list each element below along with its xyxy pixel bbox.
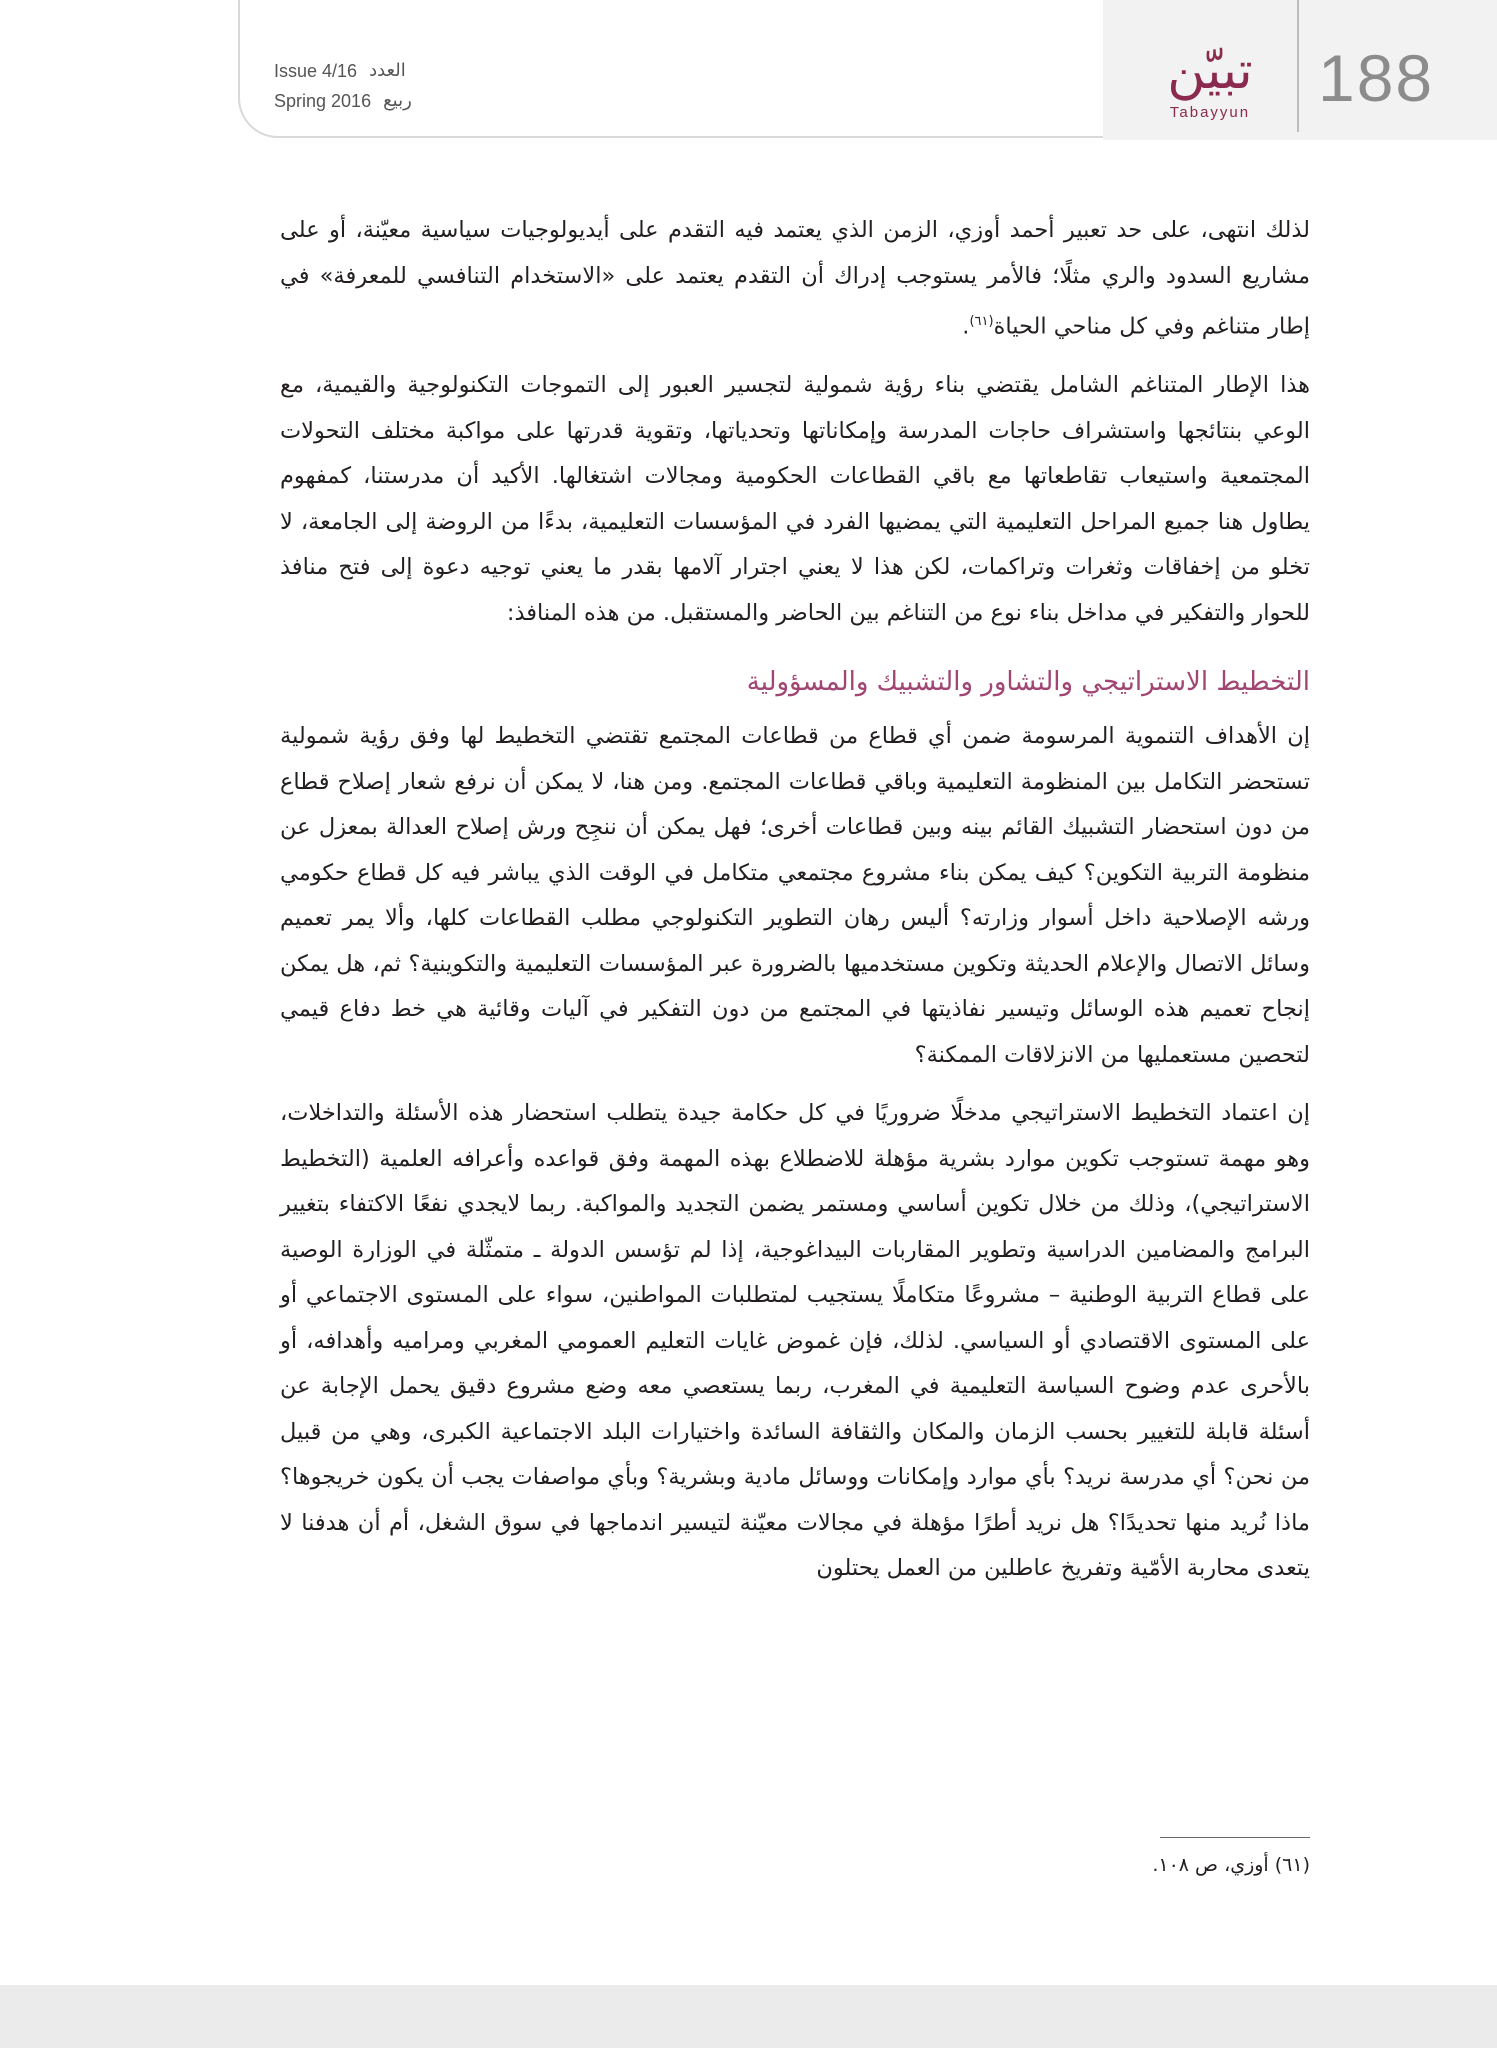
page-number: 188 [1318, 41, 1435, 115]
article-body [280, 208, 1310, 1605]
paragraph-1 [280, 208, 1310, 350]
journal-logo [1130, 40, 1290, 130]
season-en: Spring 2016 [274, 91, 372, 111]
issue-label-ar: العدد [369, 60, 406, 81]
season-ar: ربيع [383, 90, 412, 111]
bottom-band [0, 1985, 1497, 2048]
logo-arabic: تبيّن [1167, 41, 1253, 101]
footnote-separator [1160, 1837, 1310, 1838]
paragraph-1-end: . [962, 313, 970, 340]
issue-info [274, 56, 514, 116]
paragraph-3: إن الأهداف التنموية المرسومة ضمن أي قطاع من قطاعات المجتمع تقتضي التخطيط لها وفق رؤية شمولية تستحضر التكامل بين المنظومة التعليمية وباقي قطاعات المجتمع. ومن هنا، لا يمكن أن نرفع شعار إصلاح قطاع من دون استحضار التشبيك القائم بينه وبين قطاعات أخرى؛ فهل يمكن أن ننجِح ورش إصلاح العدالة بمعزل عن منظومة التربية التكوين؟ كيف يمكن بناء مشروع مجتمعي متكامل في الوقت الذي يباشر فيه كل قطاع حكومي ورشه الإصلاحية داخل أسوار وزارته؟ أليس رهان التطوير التكنولوجي مطلب القطاعات كلها، وألا يمر تعميم وسائل الاتصال والإعلام الحديثة وتكوين مستخدميها بالضرورة عبر المؤسسات التعليمية والتكوينية؟ ثم، هل يمكن إنجاح تعميم هذه الوسائل وتيسير نفاذيتها في المجتمع من دون التفكير في آليات وقائية هي خط دفاع قيمي لتحصين مستعمليها من الانزلاقات الممكنة؟ [280, 723, 1310, 1068]
paragraph-4: إن اعتماد التخطيط الاستراتيجي مدخلًا ضروريًا في كل حكامة جيدة يتطلب استحضار هذه الأسئلة والتداخلات، وهو مهمة تستوجب تكوين موارد بشرية مؤهلة للاضطلاع بهذه المهمة وفق قواعده وأعرافه العلمية (التخطيط الاستراتيجي)، وذلك من خلال تكوين أساسي ومستمر يضمن التجديد والمواكبة. ربما لايجدي نفعًا الاكتفاء بتغيير البرامج والمضامين الدراسية وتطوير المقاربات البيداغوجية، إذا لم تؤسس الدولة ـ متمثّلة في الوزارة الوصية على قطاع التربية الوطنية – مشروعًا متكاملًا يستجيب لمتطلبات المواطنين، سواء على المستوى الاجتماعي أو على المستوى الاقتصادي أو السياسي. لذلك، فإن غموض غايات التعليم العمومي المغربي ومراميه وأهدافه، أو بالأحرى عدم وضوح السياسة التعليمية في المغرب، ربما يستعصي معه وضع مشروع دقيق يحمل الإجابة عن أسئلة قابلة للتغيير بحسب الزمان والمكان والثقافة السائدة واختيارات البلد الاجتماعية الكبرى، وهي من قبيل من نحن؟ أي مدرسة نريد؟ بأي موارد وإمكانات ووسائل مادية وبشرية؟ وبأي مواصفات يجب أن يكون خريجوها؟ ماذا نُريد منها تحديدًا؟ هل نريد أطرًا مؤهلة في مجالات معيّنة لتيسير اندماجها في سوق الشغل، أم أن هدفنا لا يتعدى محاربة الأمّية وتفريخ عاطلين من العمل يحتلون [280, 1100, 1310, 1581]
season-line [274, 86, 514, 116]
issue-label-en: Issue 4/16 [274, 61, 358, 81]
footnote-marker[interactable]: (٦١) [969, 314, 994, 329]
header-divider [1297, 0, 1299, 132]
logo-latin: Tabayyun [1169, 104, 1251, 121]
footnote: (٦١) أوزي، ص ١٠٨. [1152, 1854, 1310, 1876]
section-heading: التخطيط الاستراتيجي والتشاور والتشبيك والمسؤولية [746, 667, 1310, 697]
issue-line [274, 56, 514, 86]
paragraph-1-text: لذلك انتهى، على حد تعبير أحمد أوزي، الزمن الذي يعتمد فيه التقدم على أيديولوجيات سياسية معيّنة، أو على مشاريع السدود والري مثلًا؛ فالأمر يستوجب إدراك أن التقدم يعتمد على «الاستخدام التنافسي للمعرفة» في إطار متناغم وفي كل مناحي الحياة [280, 217, 1310, 340]
paragraph-2: هذا الإطار المتناغم الشامل يقتضي بناء رؤية شمولية لتجسير العبور إلى التموجات التكنولوجية والقيمية، مع الوعي بنتائجها واستشراف حاجات المدرسة وإمكاناتها وتحدياتها، وتقوية قدرتها على مواكبة مختلف التحولات المجتمعية واستيعاب تقاطعاتها مع باقي القطاعات الحكومية ومجالات اشتغالها. الأكيد أن مدرستنا، كمفهوم يطاول هنا جميع المراحل التعليمية التي يمضيها الفرد في المؤسسات التعليمية، بدءًا من الروضة إلى الجامعة، لا تخلو من إخفاقات وثغرات وتراكمات، لكن هذا لا يعني اجترار آلامها بقدر ما يعني توجيه دعوة إلى فتح منافذ للحوار والتفكير في مداخل بناء نوع من التناغم بين الحاضر والمستقبل. من هذه المنافذ: [280, 372, 1310, 626]
